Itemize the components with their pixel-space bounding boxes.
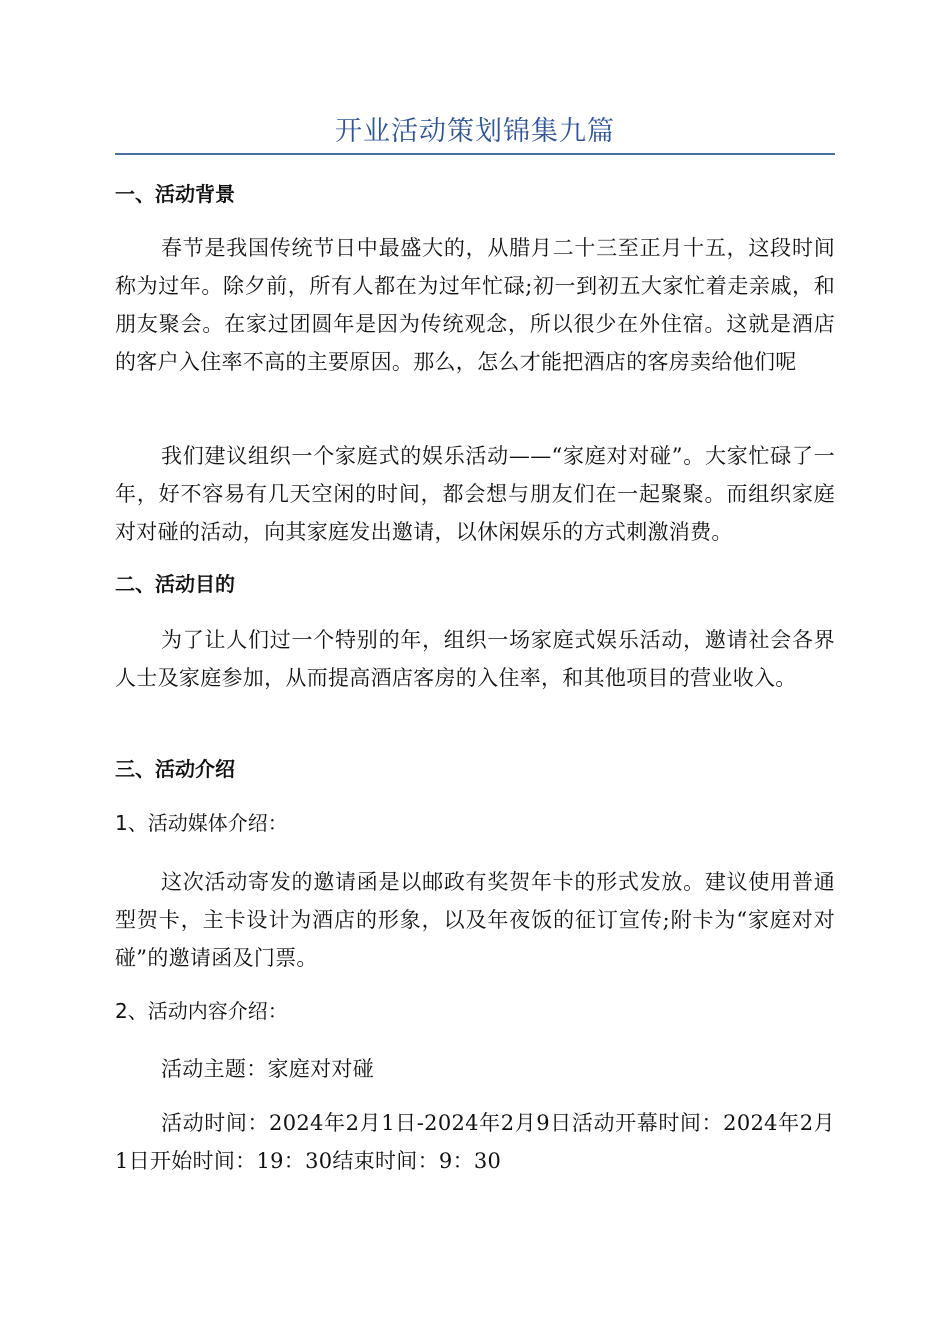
- paragraph-background-1: 春节是我国传统节日中最盛大的，从腊月二十三至正月十五，这段时间称为过年。除夕前，所有人都在为过年忙碌;初一到初五大家忙着走亲戚，和朋友聚会。在家过团圆年是因为传统观念，所以很少在外住宿。这就是酒店的客户入住率不高的主要原因。那么，怎么才能把酒店的客房卖给他们呢: [115, 236, 835, 374]
- paragraph-theme: 活动主题：家庭对对碰: [161, 1057, 374, 1081]
- document-title: 开业活动策划锦集九篇: [335, 116, 615, 147]
- paragraph-time: 活动时间：2024年2月1日-2024年2月9日活动开幕时间：2024年2月1日开始时间：19：30结束时间：9：30: [115, 1111, 835, 1173]
- title-underline: [115, 153, 835, 155]
- subheading-content: 2、活动内容介绍：: [115, 999, 288, 1023]
- subheading-media: 1、活动媒体介绍：: [115, 811, 288, 835]
- paragraph-purpose: 为了让人们过一个特别的年，组织一场家庭式娱乐活动，邀请社会各界人士及家庭参加，从而提高酒店客房的入住率，和其他项目的营业收入。: [115, 628, 835, 690]
- paragraph-background-2: 我们建议组织一个家庭式的娱乐活动——“家庭对对碰”。大家忙碌了一年，好不容易有几天空闲的时间，都会想与朋友们在一起聚聚。而组织家庭对对碰的活动，向其家庭发出邀请，以休闲娱乐的方式刺激消费。: [115, 444, 835, 544]
- paragraph-media: 这次活动寄发的邀请函是以邮政有奖贺年卡的形式发放。建议使用普通型贺卡，主卡设计为酒店的形象，以及年夜饭的征订宣传;附卡为“家庭对对碰”的邀请函及门票。: [115, 870, 835, 970]
- section-heading-introduction: 三、活动介绍: [115, 757, 235, 781]
- section-heading-purpose: 二、活动目的: [115, 572, 235, 596]
- section-heading-background: 一、活动背景: [115, 182, 235, 206]
